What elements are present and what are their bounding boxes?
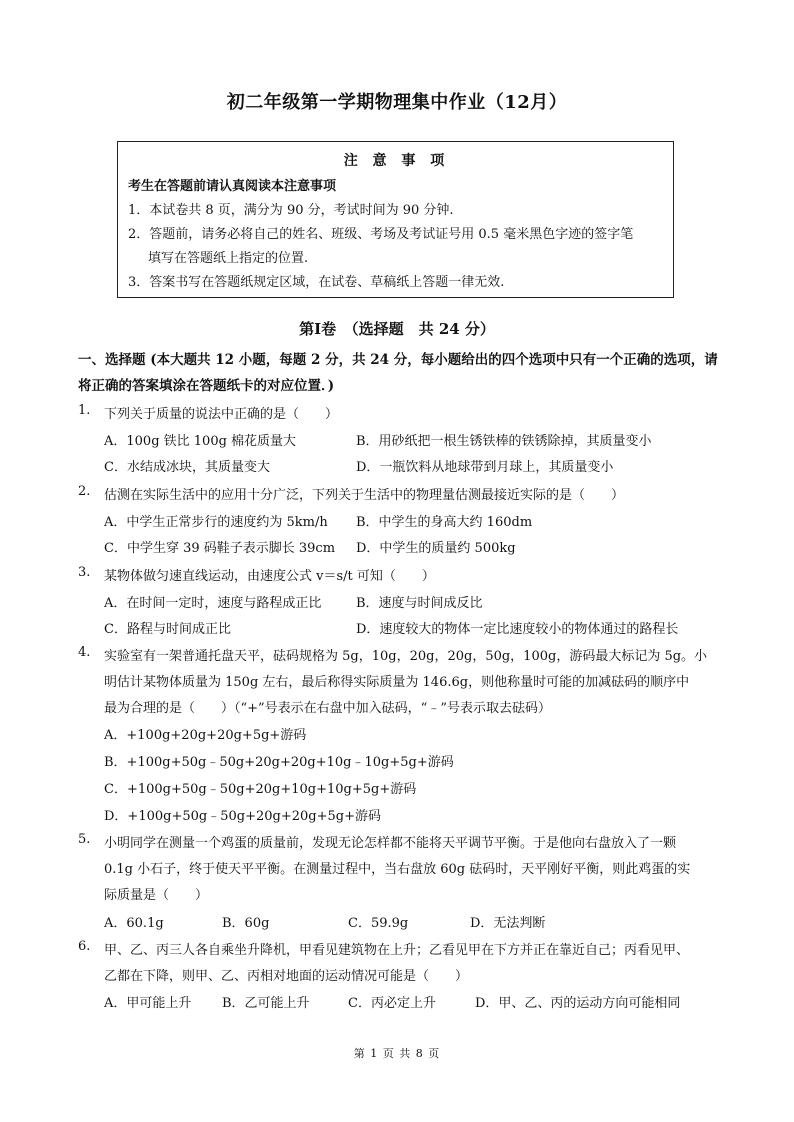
option-c: C．丙必定上升 bbox=[348, 996, 436, 1011]
question-number: 3. bbox=[78, 565, 91, 580]
notice-item: 2．答题前，请务必将自己的姓名、班级、考场及考试证号用 0.5 毫米黑色字迹的签字笔 bbox=[128, 227, 634, 242]
option-c: C．水结成冰块，其质量变大 bbox=[104, 460, 270, 475]
option-d: D．无法判断 bbox=[470, 916, 546, 931]
question-text: 明估计某物体质量为 150g 左右，最后称得实际质量为 146.6g，则他称量时可能的加减砝码的顺序中 bbox=[104, 675, 690, 690]
notice-item: 1．本试卷共 8 页，满分为 90 分，考试时间为 90 分钟. bbox=[128, 203, 454, 218]
question-number: 5. bbox=[78, 832, 91, 847]
instructions-line: 将正确的答案填涂在答题纸卡的对应位置．) bbox=[78, 378, 335, 394]
option-a: A．在时间一定时，速度与路程成正比 bbox=[104, 596, 322, 611]
page-footer: 第 1 页 共 8 页 bbox=[353, 1047, 441, 1060]
question-number: 4. bbox=[78, 645, 91, 660]
option-a: A．中学生正常步行的速度约为 5km/h bbox=[104, 515, 328, 530]
option-d: D．速度较大的物体一定比速度较小的物体通过的路程长 bbox=[356, 622, 679, 637]
instructions-line: 一、选择题 (本大题共 12 小题，每题 2 分，共 24 分，每小题给出的四个选项中只有一个正确的选项，请 bbox=[78, 352, 718, 368]
option-d: D．一瓶饮料从地球带到月球上，其质量变小 bbox=[356, 460, 614, 475]
question-text: 甲、乙、丙三人各自乘坐升降机，甲看见建筑物在上升；乙看见甲在下方并正在靠近自己；丙看见甲、 bbox=[104, 943, 690, 958]
question-text: 估测在实际生活中的应用十分广泛，下列关于生活中的物理量估测最接近实际的是（ ） bbox=[104, 488, 625, 503]
option-a: A．100g 铁比 100g 棉花质量大 bbox=[104, 434, 297, 449]
option-b: B．中学生的身高大约 160dm bbox=[356, 515, 533, 530]
option-b: B．乙可能上升 bbox=[222, 996, 310, 1011]
question-text: 某物体做匀速直线运动，由速度公式 v＝s/t 可知（ ） bbox=[104, 569, 435, 584]
option-b: B．用砂纸把一根生锈铁棒的铁锈除掉，其质量变小 bbox=[356, 434, 652, 449]
question-text: 最为合理的是（ ）（“+”号表示在右盘中加入砝码，“﹣”号表示取去砝码） bbox=[104, 701, 551, 716]
option-c: C．路程与时间成正比 bbox=[104, 622, 231, 637]
option-b: B．+100g+50g﹣50g+20g+20g+10g﹣10g+5g+游码 bbox=[104, 755, 454, 770]
question-text: 小明同学在测量一个鸡蛋的质量前，发现无论怎样都不能将天平调节平衡。于是他向右盘放入了一颗 bbox=[104, 836, 677, 851]
option-a: A．60.1g bbox=[104, 916, 164, 931]
option-c: C．中学生穿 39 码鞋子表示脚长 39cm bbox=[104, 541, 336, 556]
option-d: D．+100g+50g﹣50g+20g+20g+5g+游码 bbox=[104, 809, 381, 824]
section-heading: 第Ⅰ卷 （选择题 共 24 分） bbox=[299, 320, 495, 338]
question-text: 0.1g 小石子，终于使天平平衡。在测量过程中，当右盘放 60g 砝码时，天平刚好平衡，则此鸡蛋的实 bbox=[104, 862, 691, 877]
question-number: 2. bbox=[78, 484, 91, 499]
option-c: C．+100g+50g﹣50g+20g+10g+10g+5g+游码 bbox=[104, 782, 417, 797]
question-text: 乙都在下降，则甲、乙、丙相对地面的运动情况可能是（ ） bbox=[104, 969, 469, 984]
notice-item: 填写在答题纸上指定的位置. bbox=[148, 251, 309, 266]
option-c: C．59.9g bbox=[348, 916, 409, 931]
option-b: B．60g bbox=[222, 916, 270, 931]
page-title: 初二年级第一学期物理集中作业（12月） bbox=[226, 92, 568, 113]
notice-item: 3．答案书写在答题纸规定区域，在试卷、草稿纸上答题一律无效. bbox=[128, 275, 505, 290]
option-a: A．+100g+20g+20g+5g+游码 bbox=[104, 728, 307, 743]
notice-heading: 注 意 事 项 bbox=[343, 153, 450, 169]
question-text: 实验室有一架普通托盘天平，砝码规格为 5g，10g，20g，20g，50g，100g，游码最大标记为 5g。小 bbox=[104, 649, 708, 664]
question-text: 下列关于质量的说法中正确的是（ ） bbox=[104, 407, 339, 422]
question-text: 际质量是（ ） bbox=[104, 888, 209, 903]
option-d: D．甲、乙、丙的运动方向可能相同 bbox=[475, 996, 681, 1011]
option-b: B．速度与时间成反比 bbox=[356, 596, 483, 611]
question-number: 6. bbox=[78, 939, 91, 954]
option-a: A．甲可能上升 bbox=[104, 996, 192, 1011]
option-d: D．中学生的质量约 500kg bbox=[356, 541, 516, 556]
notice-box bbox=[117, 141, 674, 298]
notice-subheading: 考生在答题前请认真阅读本注意事项 bbox=[128, 179, 337, 194]
question-number: 1. bbox=[78, 403, 91, 418]
